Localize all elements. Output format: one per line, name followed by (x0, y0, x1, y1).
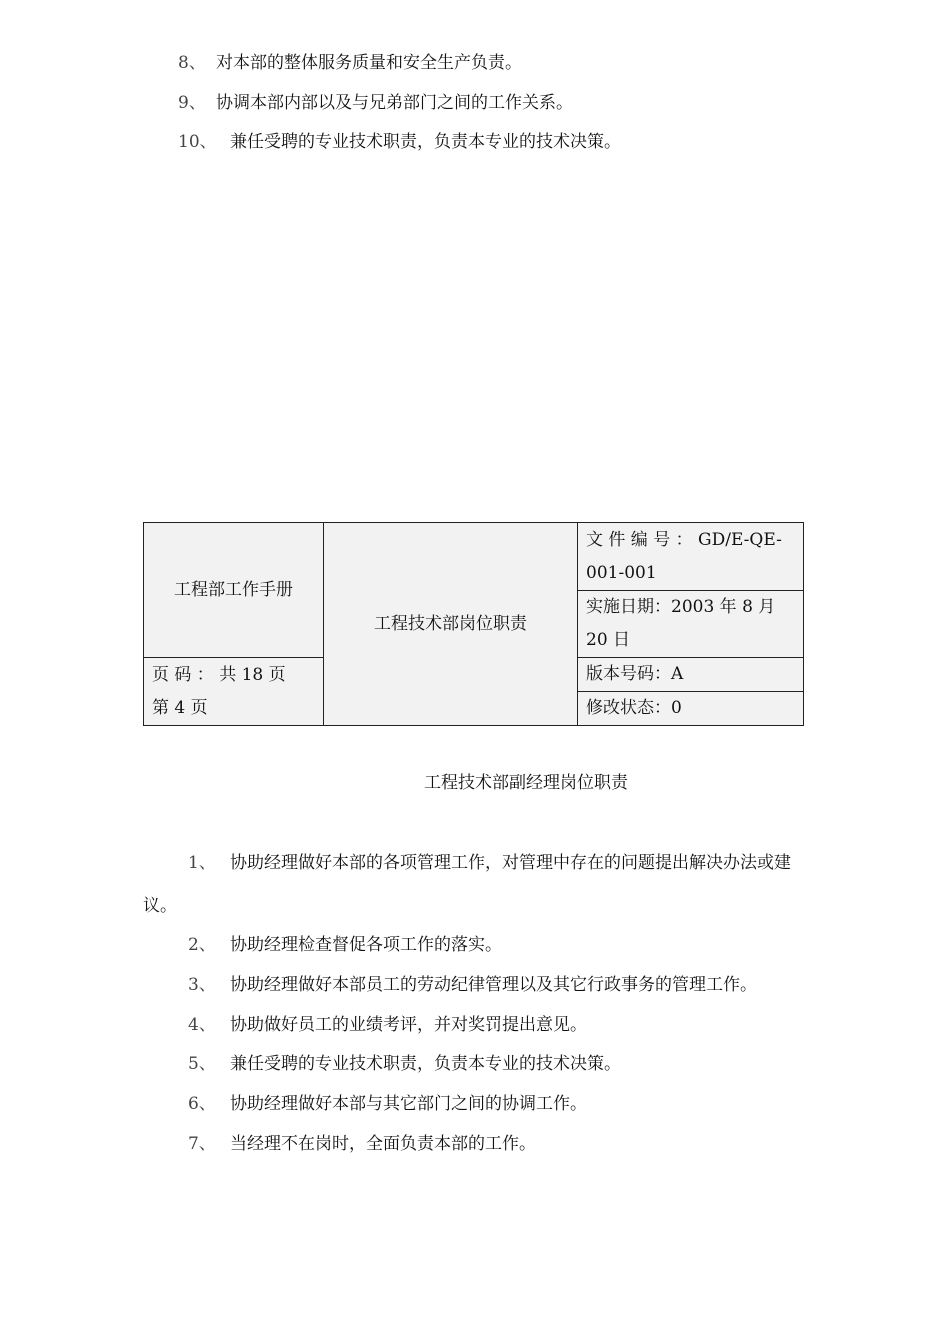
list-item (188, 1133, 536, 1155)
list-item-text: 协助经理检查督促各项工作的落实。 (230, 935, 502, 955)
effective-date-line1: 实施日期：2003 年 8 月 (586, 597, 776, 617)
list-item-text: 兼任受聘的专业技术职责，负责本专业的技术决策。 (230, 1054, 621, 1074)
list-item (188, 974, 757, 996)
page-count-line2: 第 4 页 (152, 697, 208, 718)
doc-title: 工程技术部岗位职责 (374, 613, 527, 634)
list-item (178, 92, 573, 114)
manual-name-cell (144, 523, 324, 658)
list-item-text: 协助经理做好本部员工的劳动纪律管理以及其它行政事务的管理工作。 (230, 975, 757, 995)
list-item-number: 2、 (188, 935, 216, 955)
list-item-number: 8、 (178, 53, 206, 73)
list-item (178, 52, 522, 74)
file-number-line1: 文 件 编 号 ： GD/E-QE- (586, 529, 782, 550)
list-item (188, 852, 791, 874)
version-cell (578, 658, 804, 692)
effective-date-cell (578, 591, 804, 658)
document-header-table (143, 522, 804, 726)
list-item-text: 协助经理做好本部的各项管理工作，对管理中存在的问题提出解决办法或建 (230, 853, 791, 873)
version-number: 版本号码：A (586, 664, 684, 684)
page-count-line1: 页 码 ： 共 18 页 (152, 664, 286, 685)
list-item-number: 6、 (188, 1094, 216, 1114)
list-item-text: 兼任受聘的专业技术职责，负责本专业的技术决策。 (230, 132, 621, 152)
list-item-text: 协助做好员工的业绩考评，并对奖罚提出意见。 (230, 1015, 587, 1035)
list-item-number: 10、 (178, 132, 217, 152)
list-item-number: 5、 (188, 1054, 216, 1074)
doc-title-cell (324, 523, 578, 726)
list-item (188, 934, 502, 956)
list-item-text: 对本部的整体服务质量和安全生产负责。 (216, 53, 522, 73)
effective-date-line2: 20 日 (586, 630, 631, 650)
list-item-number: 7、 (188, 1134, 216, 1154)
list-item (188, 1053, 621, 1075)
list-item-number: 1、 (188, 853, 216, 873)
list-item-number: 9、 (178, 93, 206, 113)
list-item (188, 1014, 587, 1036)
list-item-text: 协助经理做好本部与其它部门之间的协调工作。 (230, 1094, 587, 1114)
list-item-continuation: 议。 (143, 896, 177, 916)
page-count-cell (144, 658, 324, 726)
revision-cell (578, 692, 804, 726)
list-item (178, 131, 621, 153)
manual-name: 工程部工作手册 (174, 579, 293, 600)
section-title: 工程技术部副经理岗位职责 (424, 773, 628, 793)
list-item-number: 3、 (188, 975, 216, 995)
file-number-cell (578, 523, 804, 591)
list-item-number: 4、 (188, 1015, 216, 1035)
list-item-text: 协调本部内部以及与兄弟部门之间的工作关系。 (216, 93, 573, 113)
file-number-line2: 001-001 (586, 562, 657, 583)
list-item-text: 当经理不在岗时，全面负责本部的工作。 (230, 1134, 536, 1154)
list-item (188, 1093, 587, 1115)
revision-status: 修改状态：0 (586, 698, 682, 718)
